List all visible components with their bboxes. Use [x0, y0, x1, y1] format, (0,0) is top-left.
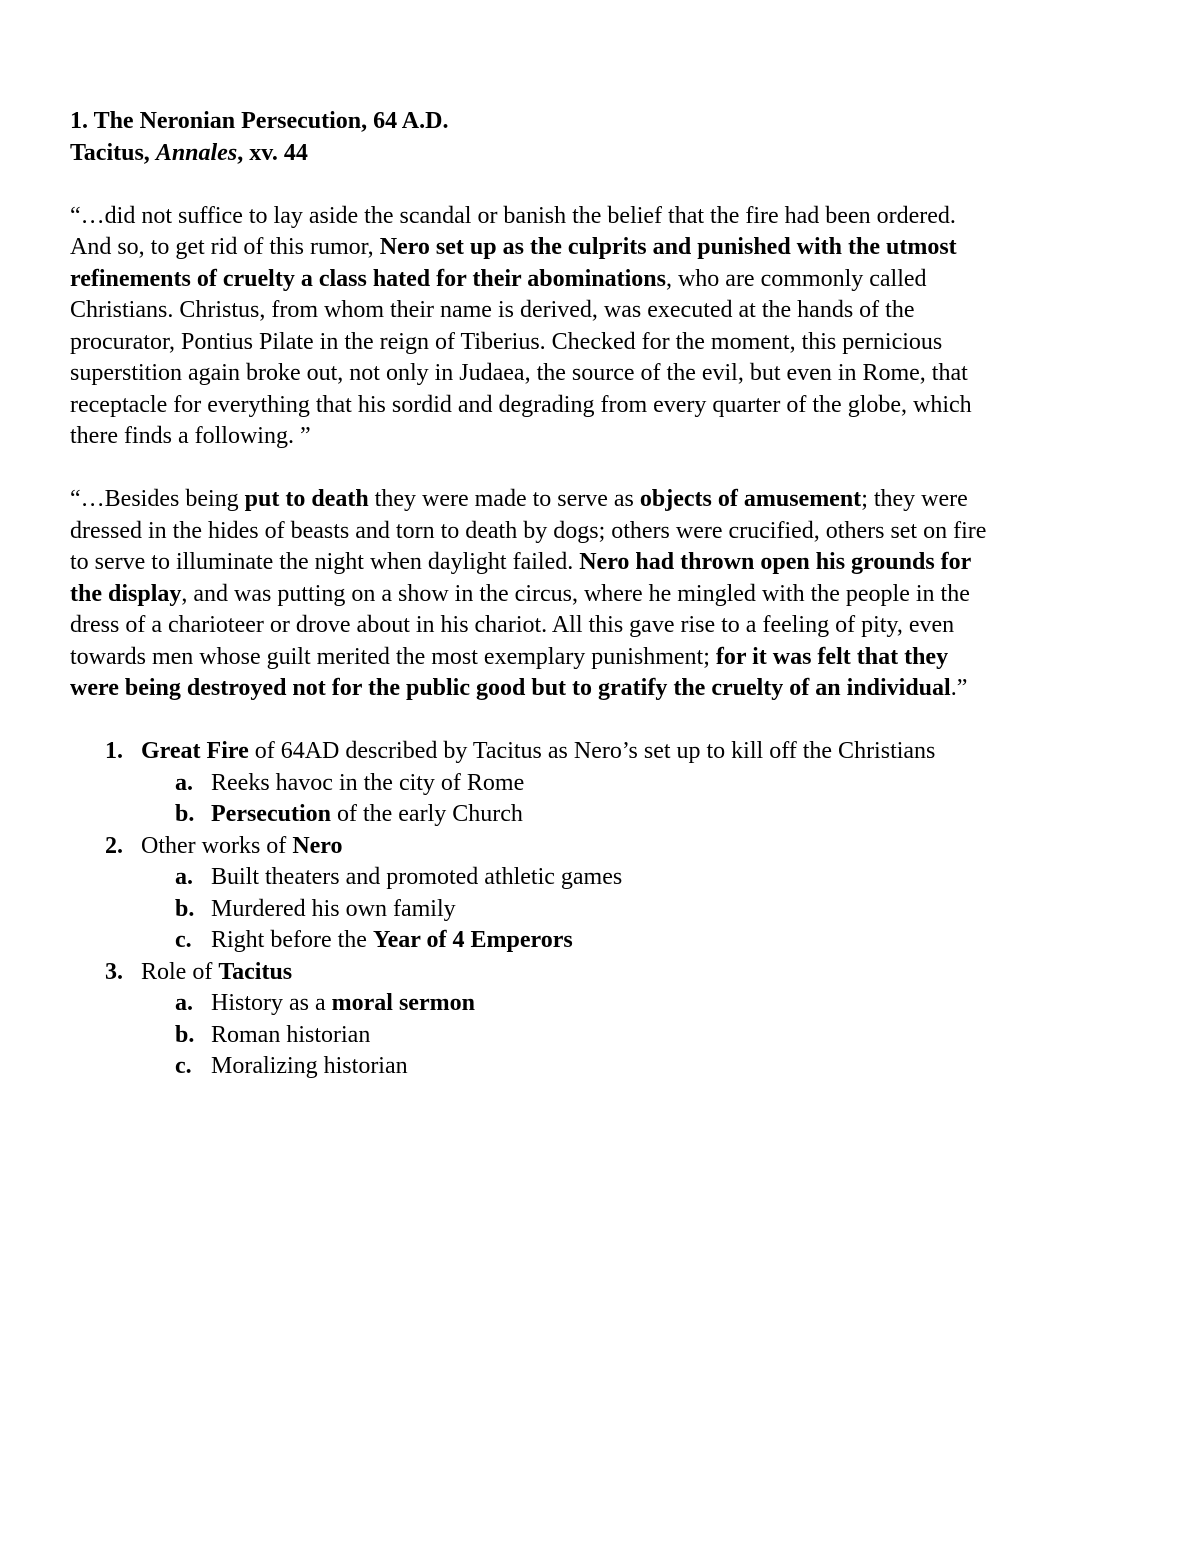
outline-item-2c-bold: Year of 4 Emperors: [372, 927, 573, 953]
quote2-line-7-text: .”: [950, 675, 968, 701]
quote2-line-4-text: , and was putting on a show in the circus, where he mingled with the people in the: [181, 580, 970, 607]
citation-reference: , xv. 44: [237, 139, 308, 166]
quote2-line-4-bold: the display: [70, 580, 182, 607]
quote1-line-3-bold: refinements of cruelty a class hated for their abominations: [70, 265, 666, 292]
outline-item-2c: [70, 925, 1130, 957]
outline-number: 1.: [105, 738, 123, 764]
quote1-line-3-text: , who are commonly called: [665, 265, 927, 292]
quote2-line-1-text-a: “…Besides being: [70, 486, 245, 512]
outline-letter: b.: [175, 801, 195, 827]
outline-item-3a-bold: moral sermon: [331, 990, 475, 1016]
quote1-line-5: procurator, Pontius Pilate in the reign of Tiberius. Checked for the moment, this pernicious: [70, 328, 943, 355]
outline-letter: a.: [175, 864, 193, 890]
quote2-line-6-bold: for it was felt that they: [715, 643, 949, 670]
outline-item-3b-text: Roman historian: [211, 1021, 371, 1048]
outline-item-2b-text: Murdered his own family: [211, 895, 456, 922]
quote2-line-6: [70, 642, 1130, 674]
outline-letter: a.: [175, 990, 193, 1016]
outline-item-1b-bold: Persecution: [211, 801, 331, 827]
notes-outline: [70, 736, 1130, 1083]
outline-item-1: [70, 736, 1130, 768]
document-page: [70, 106, 1130, 1083]
outline-item-3a: [70, 988, 1130, 1020]
quote1-line-6: superstition again broke out, not only in Judaea, the source of the evil, but even in Rome, that: [70, 360, 968, 386]
quote-paragraph-1: [70, 201, 1130, 453]
quote2-line-3: [70, 547, 1130, 579]
outline-number: 3.: [105, 958, 123, 985]
outline-item-3b: [70, 1020, 1130, 1052]
outline-number: 2.: [105, 832, 123, 859]
outline-item-1a: [70, 768, 1130, 800]
quote1-line-2: [70, 232, 1130, 264]
citation-author: Tacitus,: [70, 139, 156, 166]
quote2-line-4: [70, 579, 1130, 611]
outline-item-2a: [70, 862, 1130, 894]
quote1-line-8: there finds a following. ”: [70, 423, 311, 449]
quote1-line-7: receptacle for everything that his sordid and degrading from every quarter of the globe, which: [70, 391, 972, 418]
quote2-line-1-bold-a: put to death: [244, 486, 369, 512]
quote2-line-5: dress of a charioteer or drove about in his chariot. All this gave rise to a feeling of pity, even: [70, 612, 955, 638]
outline-item-3a-text: History as a: [211, 990, 332, 1016]
outline-letter: c.: [175, 927, 192, 953]
outline-item-3c: [70, 1051, 1130, 1083]
quote2-line-1-text-c: ; they were: [861, 486, 968, 512]
quote2-line-1: [70, 484, 1130, 516]
outline-item-1b: [70, 799, 1130, 831]
quote2-line-1-text-b: they were made to serve as: [368, 486, 640, 512]
quote2-line-6-text: towards men whose guilt merited the most exemplary punishment;: [70, 643, 716, 670]
quote1-line-3: [70, 264, 1130, 296]
outline-item-1-text: of 64AD described by Tacitus as Nero’s set up to kill off the Christians: [248, 738, 936, 764]
outline-item-3: [70, 957, 1130, 989]
outline-letter: a.: [175, 769, 193, 796]
outline-item-2b: [70, 894, 1130, 926]
quote2-line-2: dressed in the hides of beasts and torn to death by dogs; others were crucified, others set on fire: [70, 517, 987, 544]
quote1-line-2-text: And so, to get rid of this rumor,: [70, 234, 380, 260]
outline-item-1a-text: Reeks havoc in the city of Rome: [211, 769, 525, 796]
outline-item-3-bold: Tacitus: [218, 958, 293, 985]
outline-item-3-text: Role of: [141, 958, 219, 985]
quote2-line-3-bold: Nero had thrown open his grounds for: [579, 549, 972, 575]
section-title: 1. The Neronian Persecution, 64 A.D.: [70, 108, 449, 134]
quote2-line-3-text: to serve to illuminate the night when daylight failed.: [70, 549, 580, 575]
outline-letter: b.: [175, 895, 195, 922]
outline-item-2c-text: Right before the: [211, 927, 373, 953]
quote1-line-4: Christians. Christus, from whom their name is derived, was executed at the hands of the: [70, 297, 915, 323]
outline-item-3c-text: Moralizing historian: [211, 1053, 408, 1079]
outline-item-2a-text: Built theaters and promoted athletic games: [211, 864, 623, 890]
quote1-line-1: “…did not suffice to lay aside the scandal or banish the belief that the fire had been ordered.: [70, 202, 956, 229]
citation-work-title: Annales: [155, 139, 238, 166]
quote2-line-7-bold: were being destroyed not for the public good but to gratify the cruelty of an individual: [70, 675, 951, 701]
outline-letter: b.: [175, 1021, 195, 1048]
quote-paragraph-2: [70, 484, 1130, 705]
outline-letter: c.: [175, 1053, 192, 1079]
source-citation: [70, 138, 1130, 170]
quote1-line-2-bold: Nero set up as the culprits and punished with the utmost: [379, 234, 957, 260]
quote2-line-1-bold-b: objects of amusement: [639, 486, 862, 512]
quote2-line-7: [70, 673, 1130, 705]
outline-item-2-bold: Nero: [292, 832, 343, 859]
outline-item-2-text: Other works of: [141, 832, 293, 859]
outline-item-1-bold: Great Fire: [141, 738, 249, 764]
outline-item-1b-text: of the early Church: [330, 801, 523, 827]
outline-item-2: [70, 831, 1130, 863]
